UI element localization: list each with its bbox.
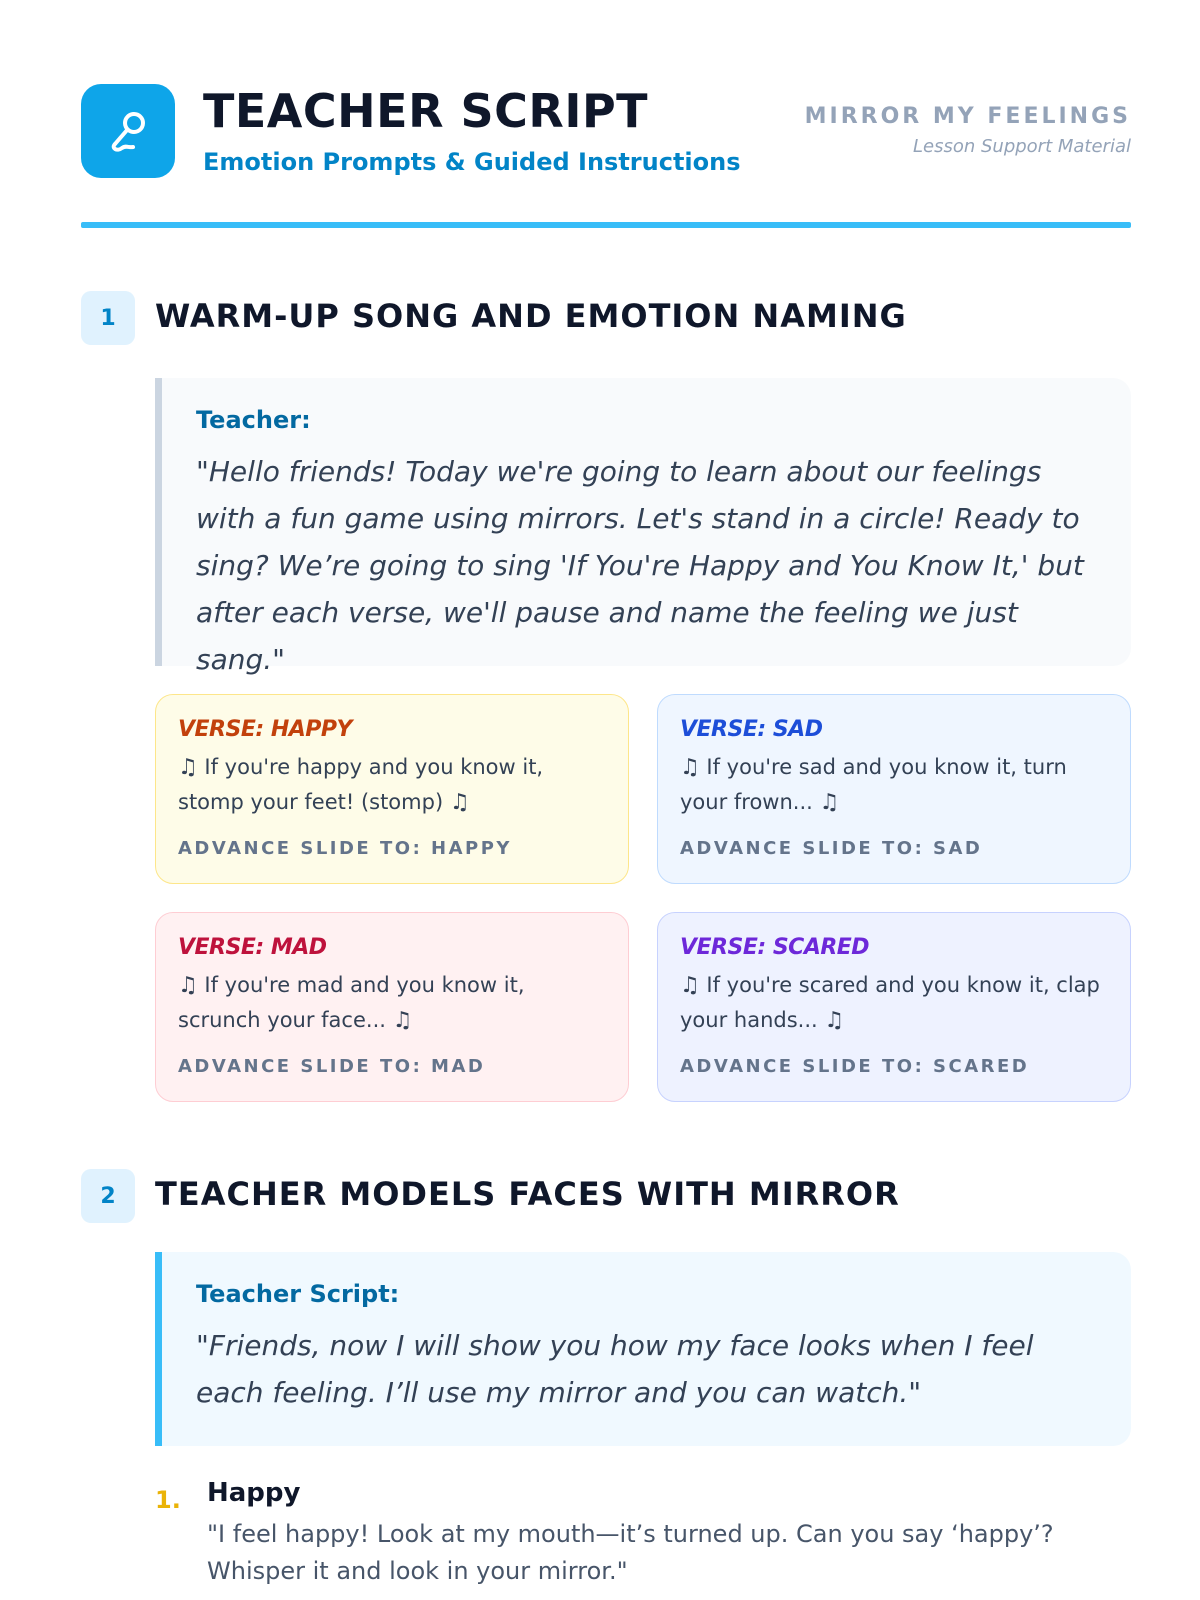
microphone-icon (81, 84, 175, 178)
verse-lyric: If you're happy and you know it, stomp your feet! (stomp) (178, 755, 544, 814)
teacher-script-quote-block (155, 1252, 1131, 1446)
lesson-brand: MIRROR MY FEELINGS (804, 104, 1131, 129)
verse-title: VERSE: HAPPY (178, 717, 352, 742)
music-note-icon: ♫ (680, 973, 700, 998)
section-2-header (81, 1169, 1131, 1223)
verse-text (178, 750, 606, 820)
quote-text: "Hello friends! Today we're going to learn about our feelings with a fun game using mirrors. Let's stand in a circle! Ready to sing? We’re going to sing 'If You're Happy and You Know It,' but after each verse, we'll pause and name the feeling we just sang." (196, 455, 1084, 676)
header-divider (81, 222, 1131, 228)
section-title: TEACHER MODELS FACES WITH MIRROR (155, 1175, 900, 1213)
verse-card-scared (657, 912, 1131, 1102)
step-number: 1. (155, 1486, 181, 1514)
advance-slide-label: ADVANCE SLIDE TO: MAD (178, 1056, 486, 1077)
quote-text: "Friends, now I will show you how my face looks when I feel each feeling. I’ll use my mirror and you can watch." (196, 1329, 1034, 1409)
step-text: "I feel happy! Look at my mouth—it’s turned up. Can you say ‘happy’? Whisper it and look in your mirror." (207, 1520, 1054, 1585)
music-note-icon: ♫ (819, 790, 840, 815)
advance-slide-label: ADVANCE SLIDE TO: SCARED (680, 1056, 1030, 1077)
page-subtitle: Emotion Prompts & Guided Instructions (203, 148, 741, 176)
verse-text (680, 750, 1108, 820)
verse-title: VERSE: SAD (680, 717, 823, 742)
verse-title: VERSE: SCARED (680, 935, 870, 960)
page-header (81, 84, 1131, 180)
music-note-icon: ♫ (680, 755, 700, 780)
quote-label: Teacher Script: (196, 1280, 400, 1308)
verse-text (178, 968, 606, 1038)
music-note-icon: ♫ (449, 790, 470, 815)
verse-card-sad (657, 694, 1131, 884)
verse-lyric: If you're scared and you know it, clap your hands... (680, 973, 1100, 1032)
music-note-icon: ♫ (392, 1008, 413, 1033)
music-note-icon: ♫ (824, 1008, 845, 1033)
verse-lyric: If you're sad and you know it, turn your frown... (680, 755, 1067, 814)
music-note-icon: ♫ (178, 755, 198, 780)
verse-card-happy (155, 694, 629, 884)
music-note-icon: ♫ (178, 973, 198, 998)
verse-text (680, 968, 1108, 1038)
section-1-header (81, 291, 1131, 345)
section-number: 2 (81, 1169, 135, 1223)
verse-card-mad (155, 912, 629, 1102)
section-title: WARM-UP SONG AND EMOTION NAMING (155, 297, 907, 335)
page-title: TEACHER SCRIPT (203, 84, 649, 138)
quote-label: Teacher: (196, 406, 311, 434)
advance-slide-label: ADVANCE SLIDE TO: SAD (680, 838, 983, 859)
verse-lyric: If you're mad and you know it, scrunch your face... (178, 973, 525, 1032)
verse-title: VERSE: MAD (178, 935, 327, 960)
advance-slide-label: ADVANCE SLIDE TO: HAPPY (178, 838, 512, 859)
teacher-quote-block (155, 378, 1131, 676)
step-title: Happy (207, 1478, 301, 1508)
section-number: 1 (81, 291, 135, 345)
lesson-brand-subtitle: Lesson Support Material (912, 136, 1131, 157)
